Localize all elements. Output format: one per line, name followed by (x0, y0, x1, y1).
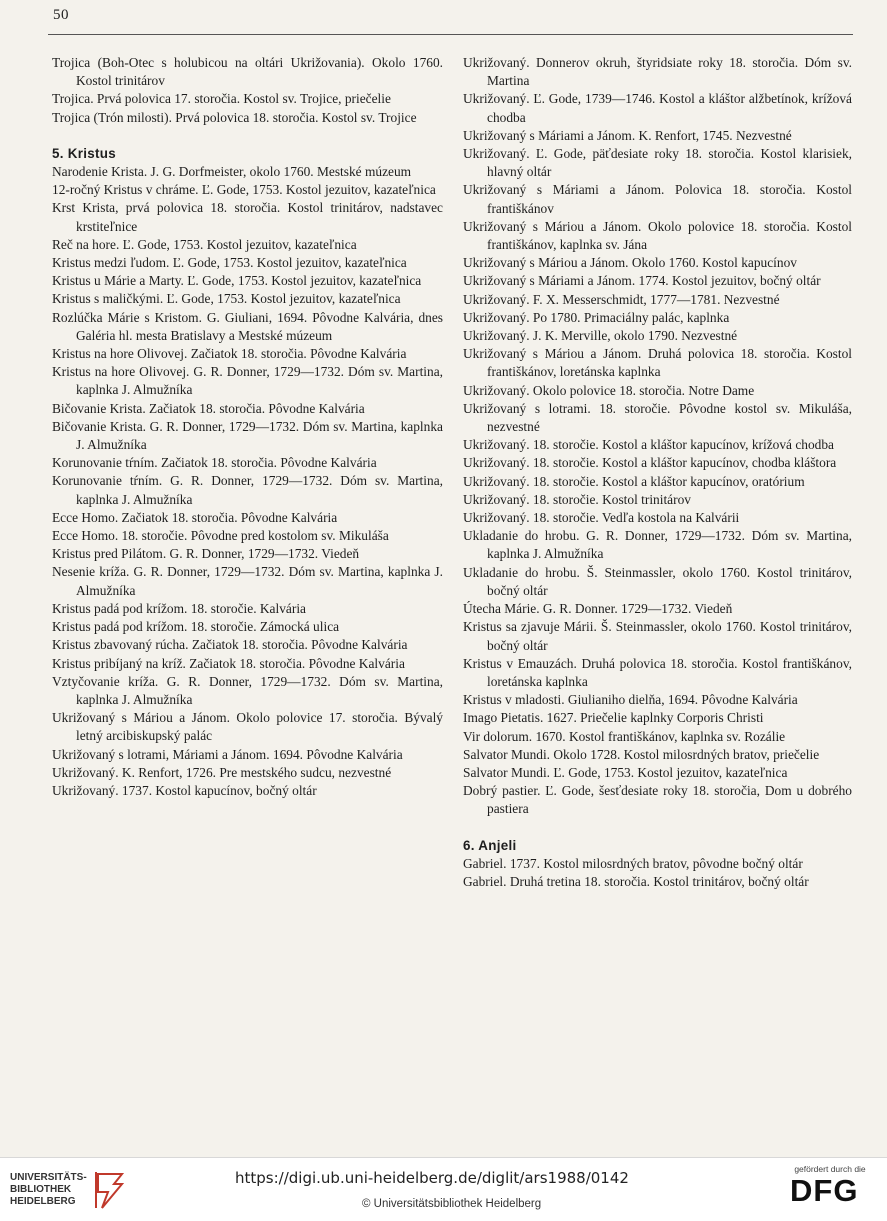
catalog-entry: Ukrižovaný. 1737. Kostol kapucínov, bočný oltár (52, 782, 317, 798)
catalog-entry: Kristus v mladosti. Giulianiho dielňa, 1694. Pôvodne Kalvária (463, 692, 798, 708)
section-gap (463, 819, 852, 837)
document-url-link[interactable]: https://digi.ub.uni-heidelberg.de/diglit/ars1988/0142 (235, 1169, 629, 1187)
catalog-entry: Salvator Mundi. Ľ. Gode, 1753. Kostol jezuitov, kazateľnica (463, 764, 788, 780)
catalog-entry: Bičovanie Krista. G. R. Donner, 1729—1732. Dóm sv. Martina, kaplnka J. Almužníka (52, 418, 443, 453)
library-logo-line: HEIDELBERG (10, 1196, 76, 1207)
catalog-entry: Útecha Márie. G. R. Donner. 1729—1732. Viedeň (463, 601, 733, 617)
catalog-entry: Kristus u Márie a Marty. Ľ. Gode, 1753. Kostol jezuitov, kazateľnica (52, 273, 422, 289)
catalog-entry: Ukrižovaný. Po 1780. Primaciálny palác, kaplnka (463, 309, 730, 325)
catalog-entry: Bičovanie Krista. Začiatok 18. storočia. Pôvodne Kalvária (52, 400, 365, 416)
copyright-notice: © Universitätsbibliothek Heidelberg (362, 1198, 542, 1210)
header-rule (48, 34, 853, 35)
left-column (52, 54, 443, 800)
catalog-entry: Ukrižovaný s lotrami. 18. storočie. Pôvodne kostol sv. Mikuláša, nezvestné (463, 400, 852, 435)
catalog-entry: Imago Pietatis. 1627. Priečelie kaplnky Corporis Christi (463, 710, 764, 726)
university-library-logo[interactable] (10, 1170, 130, 1210)
catalog-entry: Trojica (Trón milosti). Prvá polovica 18. storočia. Kostol sv. Trojice (52, 109, 417, 125)
section-heading: 6. Anjeli (463, 837, 517, 853)
catalog-entry: Ukrižovaný s Máriou a Jánom. Okolo 1760. Kostol kapucínov (463, 255, 797, 271)
section-heading: 5. Kristus (52, 145, 117, 161)
catalog-entry: Kristus na hore Olivovej. Začiatok 18. storočia. Pôvodne Kalvária (52, 346, 407, 362)
catalog-entry: 12-ročný Kristus v chráme. Ľ. Gode, 1753. Kostol jezuitov, kazateľnica (52, 182, 436, 198)
catalog-entry: Narodenie Krista. J. G. Dorfmeister, okolo 1760. Mestské múzeum (52, 164, 412, 180)
catalog-entry: Ukrižovaný. 18. storočie. Kostol trinitárov (463, 491, 691, 507)
catalog-entry: Kristus padá pod krížom. 18. storočie. Kalvária (52, 600, 306, 616)
catalog-entry: Ukrižovaný. 18. storočie. Kostol a kláštor kapucínov, krížová chodba (463, 437, 834, 453)
viewer-footer (0, 1157, 887, 1221)
catalog-entry: Ukrižovaný s Máriou a Jánom. Druhá polovica 18. storočia. Kostol františkánov, loretánska kaplnka (463, 346, 852, 380)
catalog-entry: Kristus v Emauzách. Druhá polovica 18. storočia. Kostol františkánov, loretánska kaplnka (463, 655, 852, 689)
catalog-entry: Ukrižovaný. Okolo polovice 18. storočia. Notre Dame (463, 382, 755, 398)
catalog-entry: Ukrižovaný. K. Renfort, 1726. Pre mestského sudcu, nezvestné (52, 764, 392, 780)
catalog-entry: Ukrižovaný. Donnerov okruh, štyridsiate roky 18. storočia. Dóm sv. Martina (463, 55, 852, 89)
catalog-entry: Gabriel. 1737. Kostol milosrdných bratov, pôvodne bočný oltár (463, 855, 803, 871)
catalog-entry: Kristus padá pod krížom. 18. storočie. Zámocká ulica (52, 619, 340, 635)
section-gap (52, 127, 443, 145)
catalog-entry: Ukrižovaný s Máriou a Jánom. Okolo polovice 17. storočia. Bývalý letný arcibiskupský palác (52, 710, 443, 744)
catalog-entry: Ukrižovaný s Máriami a Jánom. Polovica 18. storočia. Kostol františkánov (463, 182, 852, 216)
catalog-entry: Rozlúčka Márie s Kristom. G. Giuliani, 1694. Pôvodne Kalvária, dnes Galéria hl. mesta Bratislavy a Mestské múzeum (52, 309, 443, 343)
catalog-entry: Ukladanie do hrobu. Š. Steinmassler, okolo 1760. Kostol trinitárov, bočný oltár (463, 564, 852, 598)
catalog-entry: Ecce Homo. 18. storočie. Pôvodne pred kostolom sv. Mikuláša (52, 528, 389, 544)
catalog-entry: Korunovanie tŕním. G. R. Donner, 1729—1732. Dóm sv. Martina, kaplnka J. Almužníka (52, 473, 443, 507)
catalog-entry: Ukrižovaný. Ľ. Gode, 1739—1746. Kostol a kláštor alžbetínok, krížová chodba (463, 91, 852, 125)
page-number: 50 (53, 7, 69, 23)
catalog-entry: Kristus pred Pilátom. G. R. Donner, 1729—1732. Viedeň (52, 546, 360, 562)
catalog-entry: Ukrižovaný s Máriami a Jánom. K. Renfort, 1745. Nezvestné (463, 127, 792, 143)
catalog-entry: Krst Krista, prvá polovica 18. storočia. Kostol trinitárov, nadstavec krstiteľnice (52, 200, 443, 234)
library-logo-line: BIBLIOTHEK (10, 1184, 72, 1195)
catalog-entry: Kristus na hore Olivovej. G. R. Donner, 1729—1732. Dóm sv. Martina, kaplnka J. Almužníka (52, 364, 443, 398)
catalog-entry: Nesenie kríža. G. R. Donner, 1729—1732. Dóm sv. Martina, kaplnka J. Almužníka (52, 564, 443, 598)
catalog-entry: Salvator Mundi. Okolo 1728. Kostol milosrdných bratov, priečelie (463, 746, 820, 762)
catalog-entry: Kristus s maličkými. Ľ. Gode, 1753. Kostol jezuitov, kazateľnica (52, 291, 401, 307)
catalog-entry: Korunovanie tŕním. Začiatok 18. storočia. Pôvodne Kalvária (52, 455, 377, 471)
catalog-entry: Ukrižovaný. F. X. Messerschmidt, 1777—1781. Nezvestné (463, 291, 780, 307)
catalog-entry: Kristus medzi ľudom. Ľ. Gode, 1753. Kostol jezuitov, kazateľnica (52, 255, 407, 271)
library-logo-line: UNIVERSITÄTS- (10, 1172, 87, 1183)
catalog-entry: Ukrižovaný s lotrami, Máriami a Jánom. 1694. Pôvodne Kalvária (52, 746, 403, 762)
funding-note: gefördert durch die (794, 1164, 866, 1174)
catalog-entry: Trojica (Boh-Otec s holubicou na oltári Ukrižovania). Okolo 1760. Kostol trinitárov (52, 55, 443, 89)
catalog-entry: Vir dolorum. 1670. Kostol františkánov, kaplnka sv. Rozálie (463, 728, 786, 744)
catalog-entry: Ukrižovaný s Máriou a Jánom. Okolo polovice 18. storočia. Kostol františkánov, kaplnka sv. Jána (463, 218, 852, 253)
catalog-entry: Trojica. Prvá polovica 17. storočia. Kostol sv. Trojice, priečelie (52, 91, 391, 107)
right-column (463, 54, 852, 891)
catalog-entry: Dobrý pastier. Ľ. Gode, šesťdesiate roky 18. storočia, Dom u dobrého pastiera (463, 783, 852, 817)
catalog-entry: Ukrižovaný. J. K. Merville, okolo 1790. Nezvestné (463, 328, 738, 344)
catalog-entry: Ukrižovaný s Máriami a Jánom. 1774. Kostol jezuitov, bočný oltár (463, 273, 821, 289)
catalog-entry: Ukrižovaný. 18. storočie. Kostol a kláštor kapucínov, chodba kláštora (463, 455, 837, 471)
catalog-entry: Ukrižovaný. Ľ. Gode, päťdesiate roky 18. storočia. Kostol klarisiek, hlavný oltár (463, 146, 852, 180)
catalog-entry: Kristus pribíjaný na kríž. Začiatok 18. storočia. Pôvodne Kalvária (52, 655, 405, 671)
catalog-entry: Reč na hore. Ľ. Gode, 1753. Kostol jezuitov, kazateľnica (52, 236, 357, 252)
catalog-entry: Vztyčovanie kríža. G. R. Donner, 1729—1732. Dóm sv. Martina, kaplnka J. Almužníka (52, 673, 443, 707)
catalog-entry: Ukrižovaný. 18. storočie. Vedľa kostola na Kalvárii (463, 510, 740, 526)
catalog-entry: Gabriel. Druhá tretina 18. storočia. Kostol trinitárov, bočný oltár (463, 873, 809, 889)
catalog-entry: Kristus sa zjavuje Márii. Š. Steinmassler, okolo 1760. Kostol trinitárov, bočný oltár (463, 619, 852, 653)
catalog-entry: Kristus zbavovaný rúcha. Začiatok 18. storočia. Pôvodne Kalvária (52, 637, 408, 653)
library-logo-text (10, 1172, 87, 1208)
library-emblem-icon (92, 1170, 126, 1210)
dfg-logo[interactable] (790, 1164, 870, 1208)
catalog-entry: Ecce Homo. Začiatok 18. storočia. Pôvodne Kalvária (52, 509, 338, 525)
dfg-logo-mark: DFG (790, 1173, 859, 1208)
catalog-entry: Ukladanie do hrobu. G. R. Donner, 1729—1732. Dóm sv. Martina, kaplnka J. Almužníka (463, 528, 852, 562)
catalog-entry: Ukrižovaný. 18. storočie. Kostol a kláštor kapucínov, oratórium (463, 473, 805, 489)
